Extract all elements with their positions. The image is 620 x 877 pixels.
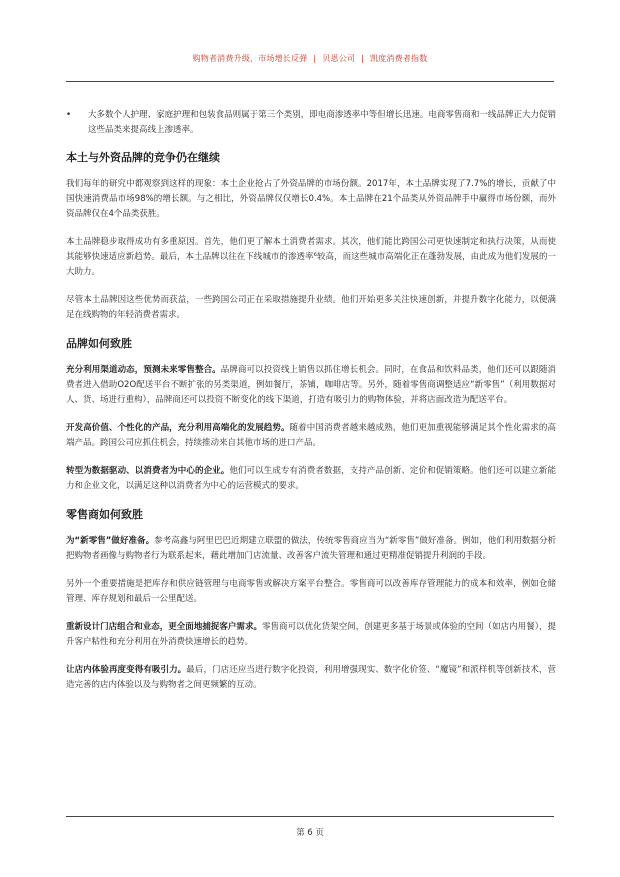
header-company: 贝恩公司 bbox=[322, 54, 356, 63]
bullet-item: • 大多数个人护理、家庭护理和包装食品则属于第三个类别，即电商渗透率中等但增长迅速。电商零售商和一线品牌正大力促销这些品类来提高线上渗透率。 bbox=[66, 108, 556, 138]
paragraph-body: 参考高鑫与阿里巴巴近期建立联盟的做法，传统零售商应当为“新零售”做好准备。例如，他们利用数据分析把购物者画像与购物者行为联系起来，藉此增加门店流量、改善客户流失管理和通过更精准促销提升利润的手段。 bbox=[66, 536, 556, 561]
header-rule bbox=[66, 81, 554, 82]
running-header bbox=[0, 53, 620, 64]
paragraph: 我们每年的研究中都观察到这样的现象：本土企业抢占了外资品牌的市场份额。2017年，本土品牌实现了7.7%的增长，贡献了中国快速消费品市场98%的增长额。与之相比，外资品牌仅仅增长0.4%。本土品牌在21个品类从外资品牌手中赢得市场份额，而外资品牌仅在4个品类获胜。 bbox=[66, 179, 556, 219]
section-heading-brands: 品牌如何致胜 bbox=[66, 337, 132, 350]
page-number: 第 6 页 bbox=[296, 828, 324, 838]
paragraph-body: 他们可以生成专有消费者数据，支持产品创新、定价和促销策略。他们还可以建立新能力和企业文化，以满足这种以消费者为中心的运营模式的要求。 bbox=[66, 466, 556, 491]
paragraph bbox=[66, 620, 556, 650]
lead-in: 让店内体验再度变得有吸引力。 bbox=[66, 665, 187, 675]
page-body bbox=[66, 108, 556, 706]
paragraph: 尽管本土品牌因这些优势而获益，一些跨国公司正在采取措施提升业绩。他们开始更多关注快速创新，并提升数字化能力，以便满足在线购物的年轻消费者需求。 bbox=[66, 295, 556, 320]
paragraph-body: 品牌商可以投资线上销售以抓住增长机会。同时，在食品和饮料品类，他们还可以跟随消费者进入借助O2O配送平台不断扩张的另类渠道，例如餐厅，茶铺，咖啡店等。另外，随着零售商调整适应“新零售”（利用数据对人、货、场进行重构），品牌商还可以投资不断变化的线下渠道，打造有吸引力的购物体验，并将店面改造为配送平台。 bbox=[66, 365, 556, 405]
paragraph bbox=[66, 534, 556, 564]
lead-in: 重新设计门店组合和业态，更全面地捕捉客户需求。 bbox=[66, 622, 262, 632]
paragraph-body: 最后，门店还应当进行数字化投资，利用增强现实、数字化价签、“魔镜”和派样机等创新技术，营造完善的店内体验以及与购物者之间更频繁的互动。 bbox=[66, 665, 556, 690]
paragraph bbox=[66, 363, 556, 408]
paragraph: 本土品牌稳步取得成功有多重原因。首先，他们更了解本土消费者需求。其次，他们能比跨国公司更快速制定和执行决策，从而使其能够快速适应新趋势。最后，本土品牌以往在下线城市的渗透率⁶较高，而这些城市高端化正在蓬勃发展，由此成为他们发展的一大助力。 bbox=[66, 237, 556, 277]
header-title: 购物者消费升级，市场增长反弹 bbox=[192, 54, 308, 63]
lead-in: 为“新零售”做好准备。 bbox=[66, 536, 155, 546]
lead-in: 充分利用渠道动态，预测未来零售整合。 bbox=[66, 365, 221, 375]
header-separator: | bbox=[313, 54, 317, 63]
paragraph-body: 随着中国消费者越来越成熟，他们更加重视能够满足其个性化需求的高端产品。跨国公司应抓住机会，持续推动来自其他市场的进口产品。 bbox=[66, 423, 556, 448]
paragraph: 另外一个重要措施是把库存和供应链管理与电商零售或解决方案平台整合。零售商可以改善库存管理能力的成本和效率，例如仓储管理、库存规划和最后一公里配送。 bbox=[66, 579, 556, 604]
paragraph bbox=[66, 663, 556, 693]
paragraph-body: 零售商可以优化货架空间，创建更多基于场景或体验的空间（如店内用餐），提升客户粘性和充分利用在外消费快速增长的趋势。 bbox=[66, 622, 556, 647]
footer-rule bbox=[66, 816, 554, 817]
section-heading-competition: 本土与外资品牌的竞争仍在继续 bbox=[66, 151, 220, 164]
header-separator: | bbox=[361, 54, 365, 63]
paragraph bbox=[66, 464, 556, 494]
lead-in: 开发高价值、个性化的产品，充分利用高端化的发展趋势。 bbox=[66, 423, 290, 433]
bullet-list bbox=[66, 108, 556, 138]
section-heading-retailers: 零售商如何致胜 bbox=[66, 508, 143, 521]
lead-in: 转型为数据驱动、以消费者为中心的企业。 bbox=[66, 466, 230, 476]
paragraph bbox=[66, 421, 556, 451]
header-partner: 凯度消费者指数 bbox=[370, 54, 428, 63]
